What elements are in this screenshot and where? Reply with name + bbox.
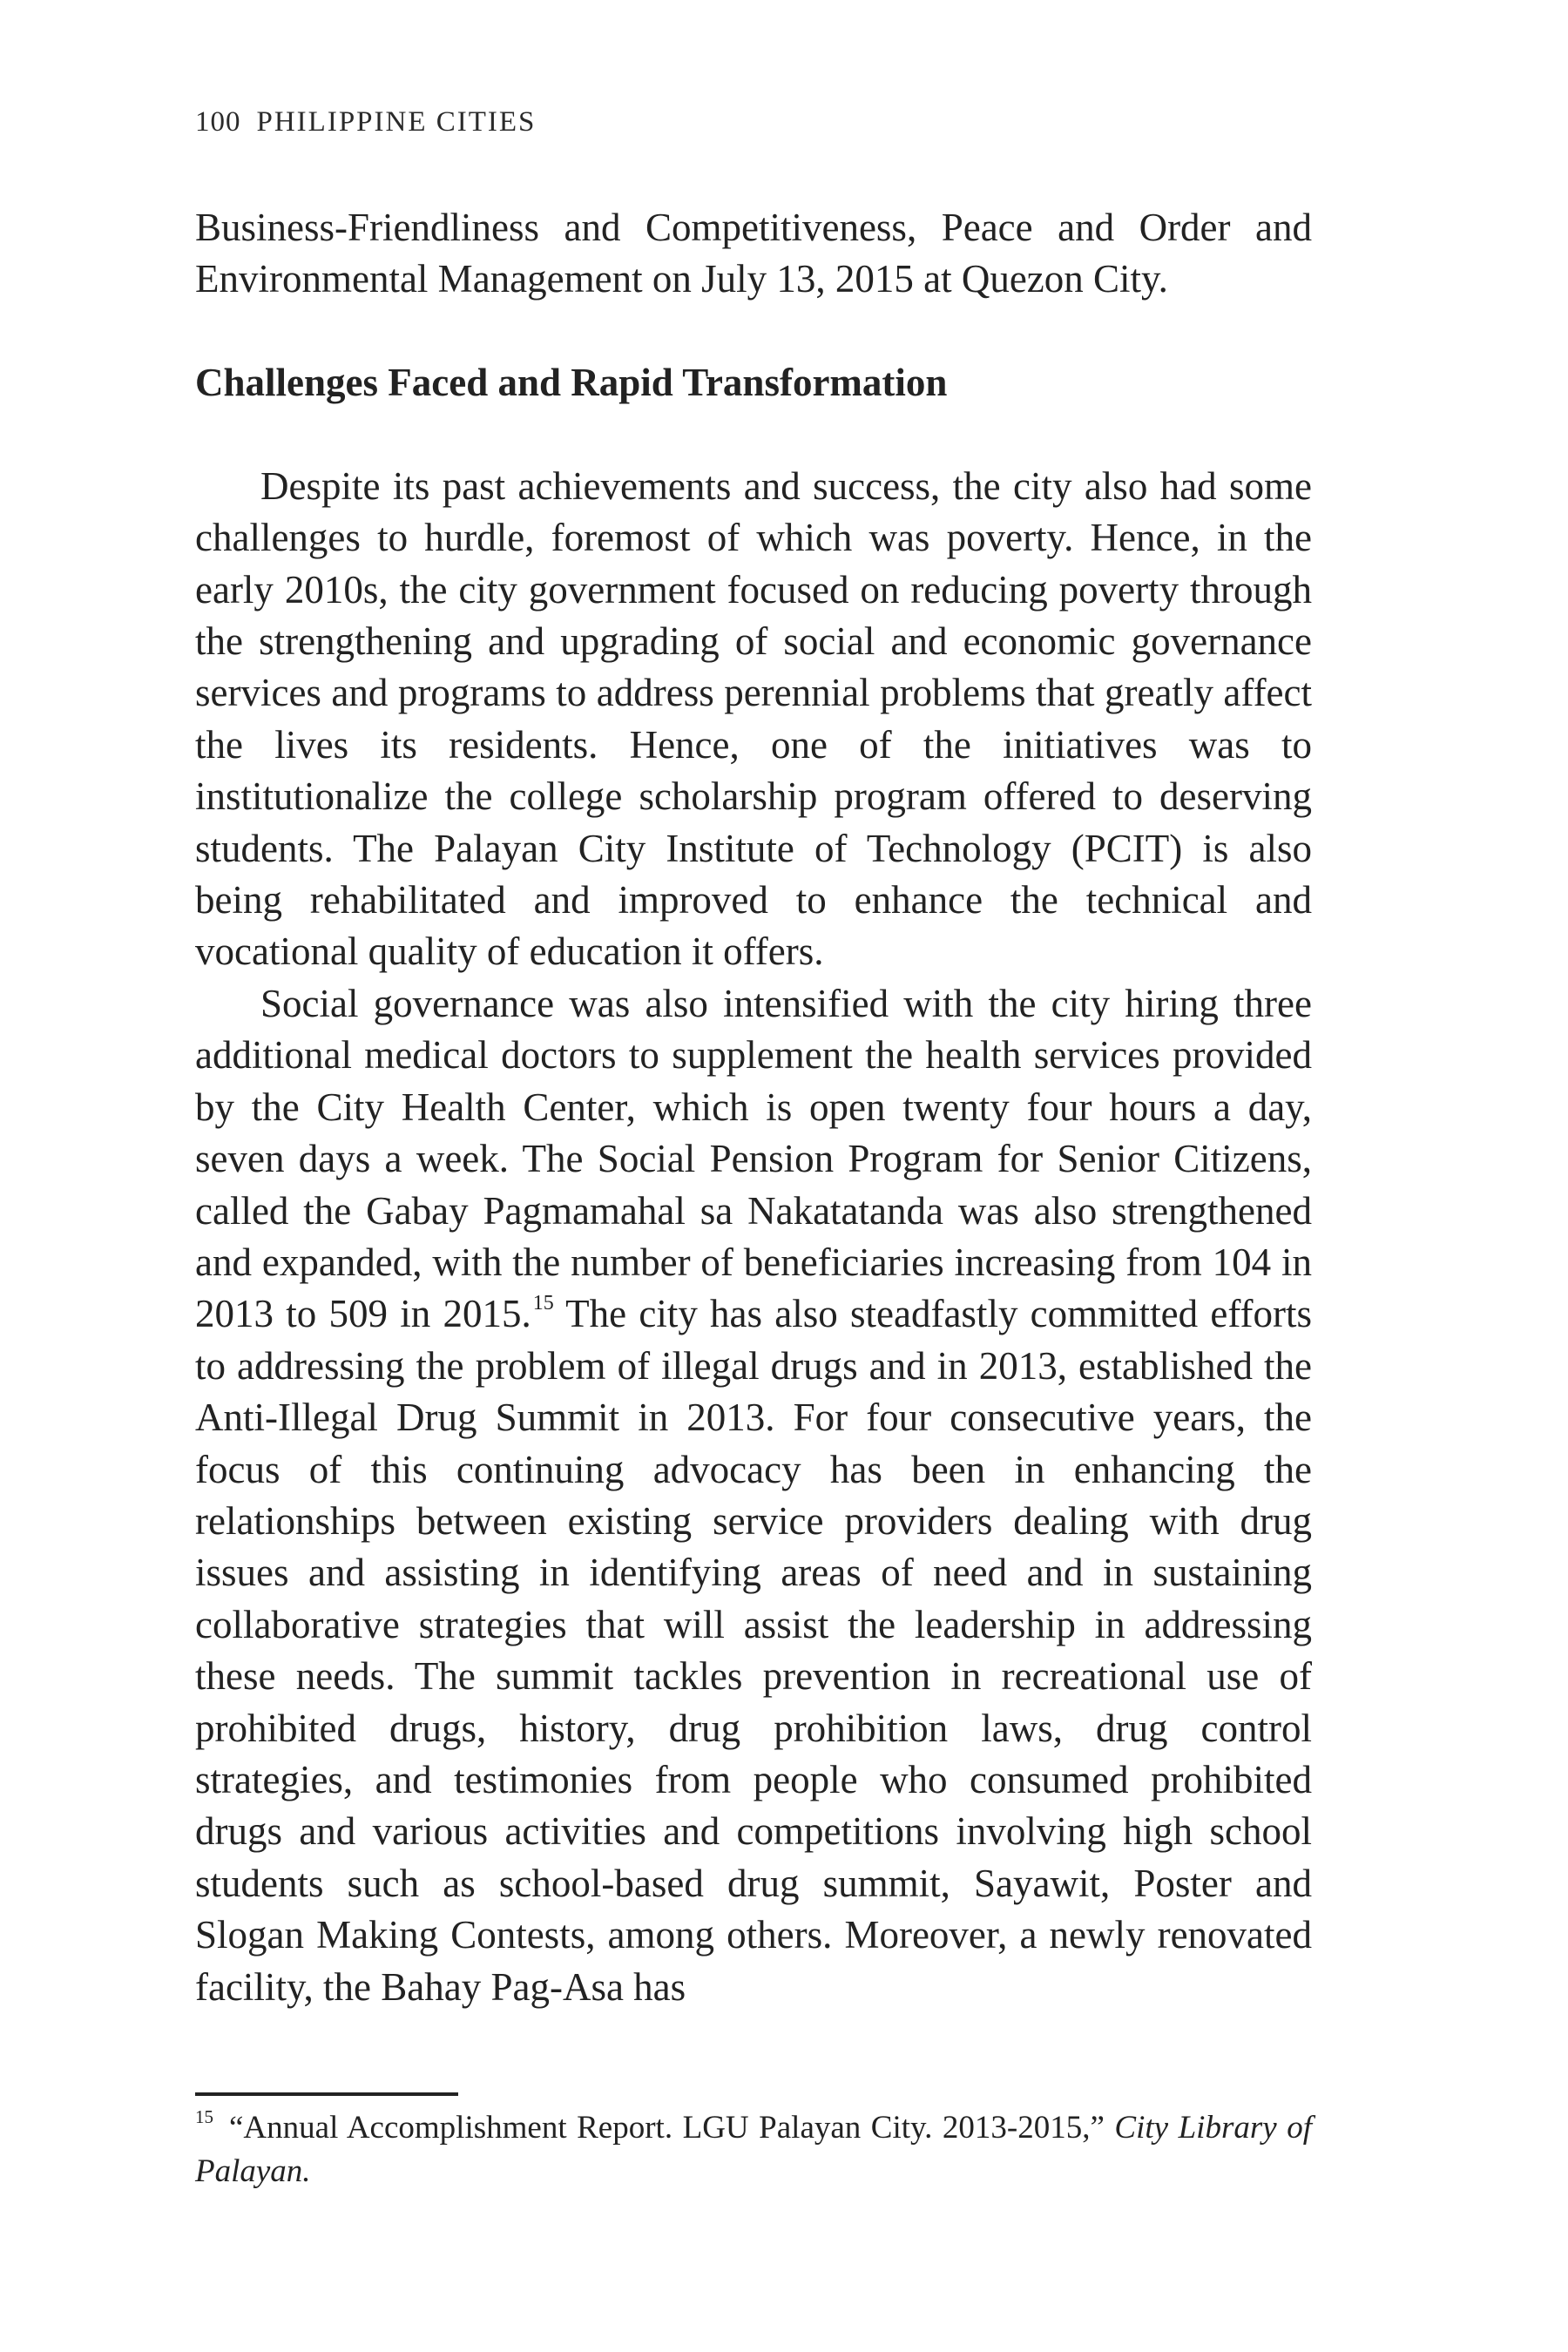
footnote-reference[interactable]: 15	[532, 1292, 554, 1315]
book-page	[195, 0, 1312, 2352]
paragraph-continued: Business-Friendliness and Competitiveness, Peace and Order and Environmental Management on July 13, 2015 at Quezon City.	[195, 206, 1312, 301]
footnote	[195, 2106, 1312, 2193]
footnote-italic-source: City Library of Palayan.	[195, 2110, 1312, 2189]
paragraph-text-part-1: Social governance was also intensified with the city hiring three additional medical doctors to supplement the health services provided by the City Health Center, which is open twenty four hours a day, seven days a week. The Social Pension Program for Senior Citizens, called the Gabay Pagmamahal sa Nakatatanda was also strengthened and expanded, with the number of beneficiaries increasing from 104 in 2013 to 509 in 2015.	[195, 981, 1312, 1336]
footnote-text: “Annual Accomplishment Report. LGU Palayan City. 2013-2015,”	[229, 2110, 1115, 2146]
page-number: 100	[195, 106, 241, 138]
body-text	[195, 202, 1312, 2013]
paragraph-social-governance	[195, 978, 1312, 2013]
paragraph-challenges: Despite its past achievements and success, the city also had some challenges to hurdle, foremost of which was poverty. Hence, in the early 2010s, the city government focused on reducing poverty through the strengthening and upgrading of social and economic governance services and programs to address perennial problems that greatly affect the lives its residents. Hence, one of the initiatives was to institutionalize the college scholarship program offered to deserving students. The Palayan City Institute of Technology (PCIT) is also being rehabilitated and improved to enhance the technical and vocational quality of education it offers.	[195, 463, 1312, 974]
running-head	[195, 106, 536, 139]
section-heading: Challenges Faced and Rapid Transformation	[195, 360, 948, 404]
footnote-divider	[195, 2092, 458, 2096]
paragraph-text-part-2: The city has also steadfastly committed efforts to addressing the problem of illegal drugs and in 2013, established the Anti-Illegal Drug Summit in 2013. For four consecutive years, the focus of this continuing advocacy has been in enhancing the relationships between existing service providers dealing with drug issues and assisting in identifying areas of need and in sustaining collaborative strategies that will assist the leadership in addressing these needs. The summit tackles prevention in recreational use of prohibited drugs, history, drug prohibition laws, drug control strategies, and testimonies from people who consumed prohibited drugs and various activities and competitions involving high school students such as school-based drug summit, Sayawit, Poster and Slogan Making Contests, among others. Moreover, a newly renovated facility, the Bahay Pag-Asa has	[195, 1292, 1313, 2009]
running-head-title: PHILIPPINE CITIES	[256, 106, 537, 138]
footnote-number: 15	[195, 2106, 213, 2127]
